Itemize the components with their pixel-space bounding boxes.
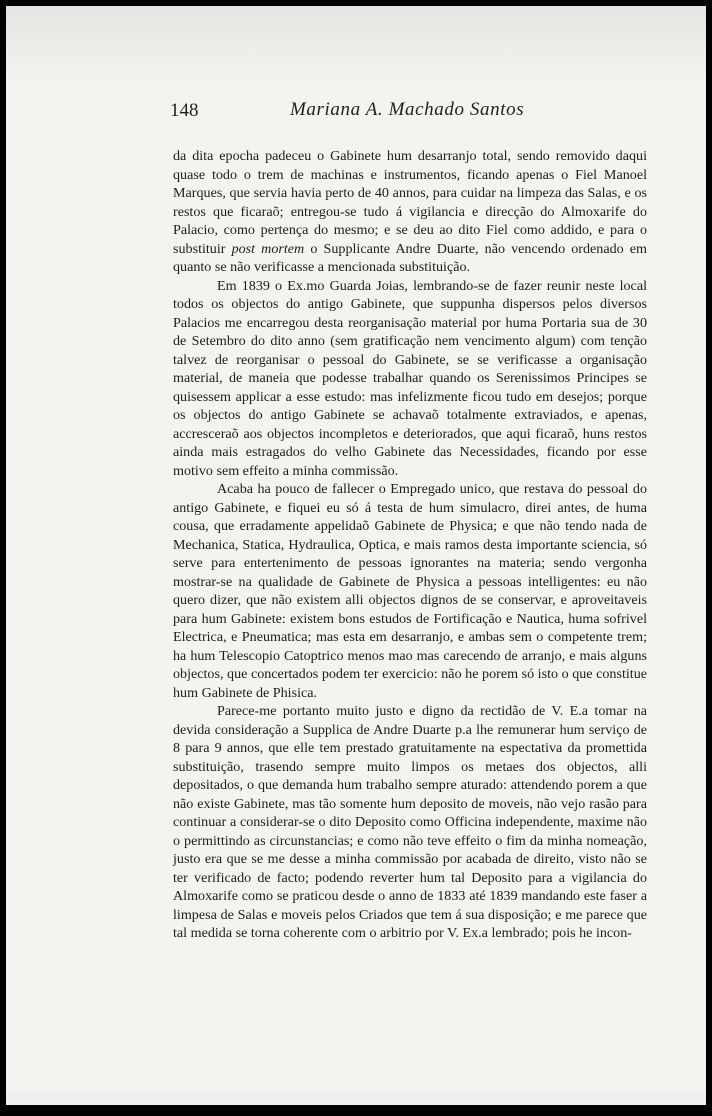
paragraph-4: Parece-me portanto muito justo e digno da rectidão de V. E.a tomar na devida consideração a Supplica de Andre Duarte p.a lhe remunerar hum serviço de 8 para 9 annos, que elle tem prestado gratuitamente na espectativa da promettida substituição, trasendo sempre muito limpos os metaes dos objectos, alli depositados, o que demanda hum trabalho sempre aturado: attendendo porem a que não existe Gabinete, mas tão somente hum deposito de moveis, não vejo rasão para continuar a considerar-se o dito Deposito como Officina independente, maxime não o permittindo as circunstancias; e como não teve effeito o fim da minha nomeação, justo era que se me desse a minha commissão por acabada de direito, visto não se ter verificado de facto; podendo reverter hum tal Deposito para a vigilancia do Almoxarife como se praticou desde o anno de 1833 até 1839 mandando este faser a limpesa de Salas e moveis pelos Criados que tem á sua disposição; e me parece que tal medida se torna coherente com o arbitrio por V. Ex.a lembrado; pois he incon- [173, 703, 647, 941]
page-bottom-band [6, 1093, 706, 1105]
paragraph-3: Acaba ha pouco de fallecer o Empregado unico, que restava do pessoal do antigo Gabinete, e fiquei eu só á testa de hum simulacro, direi antes, de huma cousa, que erradamente appelidaõ Gabinete de Physica; e que não tendo nada de Mechanica, Statica, Hydraulica, Optica, e mais ramos desta importante sciencia, só serve para entertenimento de pessoas ignorantes na materia; sendo vergonha mostrar-se na qualidade de Gabinete de Physica a pessoas intelligentes: eu não quero dizer, que não existem alli objectos dignos de se conservar, e aproveitaveis para hum Gabinete: existem bons estudos de Fortificação e Nautica, huma sofrivel Electrica, e Pneumatica; mas esta em desarranjo, e ambas sem o competente trem; ha hum Telescopio Catoptrico menos mao mas carecendo de arranjo, e mais alguns objectos, que concertados podem ter exercicio: não he porem só isto o que constitue hum Gabinete de Phisica. [173, 481, 647, 701]
bleed-through-shadow [6, 6, 706, 86]
paragraph-1-italic-phrase: post mortem [231, 240, 305, 257]
body-text [173, 147, 647, 943]
running-title: Mariana A. Machado Santos [290, 99, 525, 120]
paragraph-1-text-a: da dita epocha padeceu o Gabinete hum desarranjo total, sendo removido daqui quase todo o trem de machinas e instrumentos, ficando apenas o Fiel Manoel Marques, que servia havia perto de 40 annos, para cuidar na limpeza das Salas, e os restos que ficaraõ; entregou-se tudo á vigilancia e direcção do Almoxarife do Palacio, como pertença do mesmo; e se deu ao dito Fiel como addido, e para o substituir [173, 148, 647, 257]
paragraph-2: Em 1839 o Ex.mo Guarda Joias, lembrando-se de fazer reunir neste local todos os objectos do antigo Gabinete, que suppunha dispersos pelos diversos Palacios me encarregou desta reorganisação material por huma Portaria sua de 30 de Setembro do dito anno (sem gratificação nem vencimento algum) com tenção talvez de reorganisar o pessoal do Gabinete, se se verificasse a organisação material, de maneia que podesse trabalhar quando os Serenissimos Principes se quisessem applicar a esse estudo: mas infelizmente ficou tudo em desejos; porque os objectos do antigo Gabinete se achavaõ totalmente extraviados, e apenas, accresceraõ aos objectos incompletos e deteriorados, que aqui ficaraõ, huns restos ainda mais estragados do velho Gabinete das Necessidades, ficando por esse motivo sem effeito a minha commissão. [173, 277, 647, 479]
paragraph-1-text-b: o Supplicante Andre Duarte, não vencendo ordenado em quanto se não verificasse a mencionada substituição. [173, 240, 648, 275]
page-number: 148 [170, 100, 199, 121]
scanned-page [6, 6, 706, 1105]
paragraph-1 [173, 147, 647, 277]
page-header [166, 100, 586, 124]
